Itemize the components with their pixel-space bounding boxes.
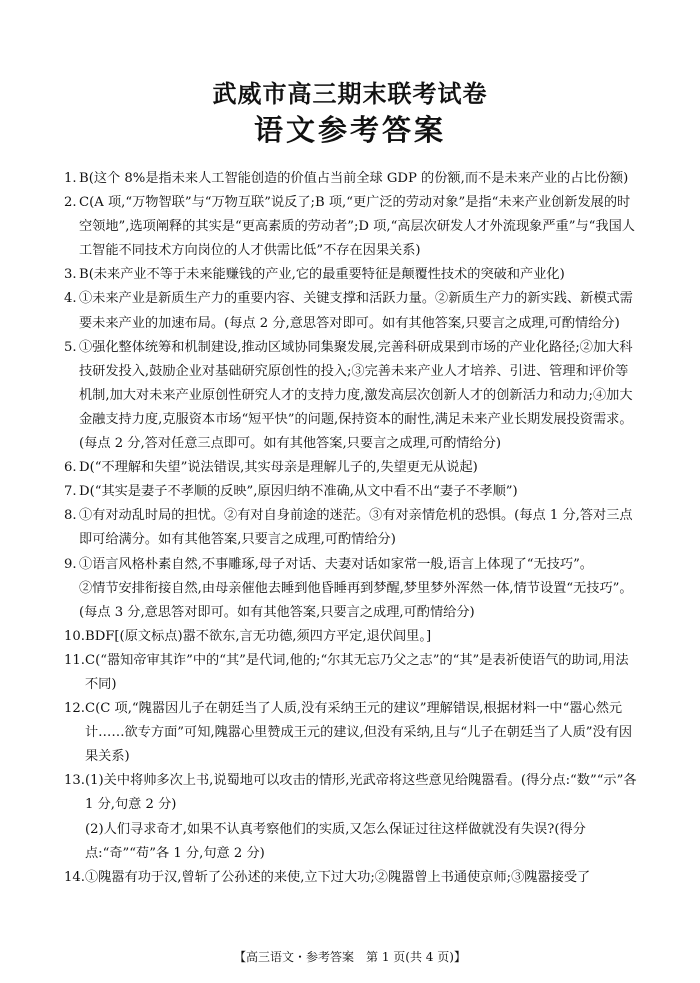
answer-item-10: [64, 625, 638, 649]
answer-number: 13.: [64, 773, 85, 789]
answer-text: ①未来产业是新质生产力的重要内容、关键支撑和活跃力量。②新质生产力的新实践、新模式需要未来产业的加速布局。(每点 2 分,意思答对即可。如有其他答案,只要言之成理,可酌情给分): [79, 291, 633, 331]
answer-item-11: [64, 649, 638, 697]
exam-title: 武威市高三期末联考试卷: [212, 80, 488, 108]
answer-point: ②情节安排衔接自然,由母亲催他去睡到他昏睡再到梦醒,梦里梦外浑然一体,情节设置“无技巧”。(每点 3 分,意思答对即可。如有其他答案,只要言之成理,可酌情给分): [79, 580, 633, 620]
answer-text: C(A 项,“万物智联”与“万物互联”说反了;B 项,“更广泛的劳动对象”是指“未来产业创新发展的时空领地”,选项阐释的其实是“更高素质的劳动者”;D 项,“高层次研发人才外流现象严重”与“我国人工智能不同技术方向岗位的人才供需比低”不存在因果关系): [79, 195, 635, 259]
answer-number: 3.: [64, 267, 77, 283]
answer-number: 14.: [64, 869, 85, 885]
answer-text: B(未来产业不等于未来能赚钱的产业,它的最重要特征是颠覆性技术的突破和产业化): [79, 267, 565, 283]
answer-item-4: [64, 287, 638, 335]
answer-number: 4.: [64, 291, 77, 307]
page-footer: 【高三语文・参考答案 第 1 页(共 4 页)】: [234, 950, 466, 964]
answer-key-title: 语文参考答案: [253, 113, 446, 147]
answer-number: 1.: [64, 171, 77, 186]
answer-item-14: [64, 866, 638, 890]
answer-item-6: [64, 456, 638, 480]
answer-item-7: [64, 480, 638, 504]
answer-number: 9.: [64, 556, 77, 572]
answer-point: (2)人们寻求奇才,如果不认真考察他们的实质,又怎么保证过往这样做就没有失误?(得分点:“奇”“苟”各 1 分,句意 2 分): [85, 821, 586, 861]
answer-item-5: [64, 336, 638, 456]
answer-text: ①有对动乱时局的担忧。②有对自身前途的迷茫。③有对亲情危机的恐惧。(每点 1 分,答对三点即可给满分。如有其他答案,只要言之成理,可酌情给分): [79, 508, 633, 548]
answer-text: ①隗嚣有功于汉,曾斩了公孙述的来使,立下过大功;②隗嚣曾上书通使京师;③隗嚣接受了: [85, 869, 591, 885]
answer-text: D(“不理解和失望”说法错误,其实母亲是理解儿子的,失望更无从说起): [79, 460, 478, 476]
answer-item-1: [64, 167, 638, 191]
answer-point: ①语言风格朴素自然,不事雕琢,母子对话、夫妻对话如家常一般,语言上体现了“无技巧”。: [79, 556, 593, 572]
answer-text: ①强化整体统筹和机制建设,推动区域协同集聚发展,完善科研成果到市场的产业化路径;②加大科技研发投入,鼓励企业对基础研究原创性的投入;③完善未来产业人才培养、引进、管理和评价等机制,加大对未来产业原创性研究人才的支持力度,激发高层次创新人才的创新活力和动力;④加大金融支持力度,克服资本市场“短平快”的问题,保持资本的耐性,满足未来产业长期发展投资需求。(每点 2 分,答对任意三点即可。如有其他答案,只要言之成理,可酌情给分): [79, 339, 633, 452]
answer-text: B(这个 8%是指未来人工智能创造的价值占当前全球 GDP 的份额,而不是未来产业的占比份额): [79, 171, 629, 186]
answer-number: 2.: [64, 195, 77, 211]
answer-item-9: [64, 553, 638, 625]
answer-text: BDF[(原文标点)嚣不欲东,言无功德,须四方平定,退伏闾里。]: [85, 628, 432, 644]
answer-number: 11.: [64, 652, 85, 668]
answer-number: 10.: [64, 628, 85, 644]
answer-list: [64, 167, 638, 890]
answer-text: C(“嚣知帝审其诈”中的“其”是代词,他的;“尔其无忘乃父之志”的“其”是表祈使语气的助词,用法不同): [85, 652, 629, 692]
answer-number: 6.: [64, 460, 77, 476]
answer-item-2: [64, 191, 638, 263]
answer-number: 12.: [64, 701, 85, 717]
answer-number: 5.: [64, 339, 77, 355]
answer-item-13: [64, 769, 638, 865]
answer-text: D(“其实是妻子不孝顺的反映”,原因归纳不准确,从文中看不出“妻子不孝顺”): [79, 484, 518, 500]
answer-number: 8.: [64, 508, 77, 524]
answer-item-8: [64, 504, 638, 552]
answer-item-12: [64, 697, 638, 769]
answer-item-3: [64, 263, 638, 287]
answer-number: 7.: [64, 484, 77, 500]
answer-point: (1)关中将帅多次上书,说蜀地可以攻击的情形,光武帝将这些意见给隗嚣看。(得分点:“数”“示”各 1 分,句意 2 分): [85, 773, 637, 813]
answer-text: C(C 项,“隗嚣因儿子在朝廷当了人质,没有采纳王元的建议”理解错误,根据材料一中“嚣心然元计……欲专方面”可知,隗嚣心里赞成王元的建议,但没有采纳,且与“儿子在朝廷当了人质”没有因果关系): [85, 701, 633, 765]
